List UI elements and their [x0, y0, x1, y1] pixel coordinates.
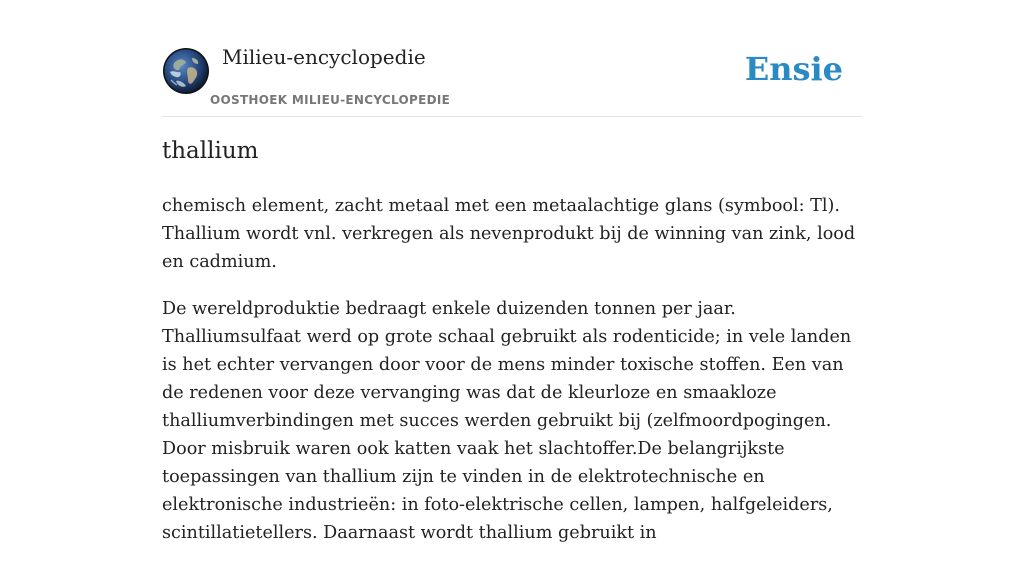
earth-globe-icon [162, 47, 210, 95]
article-body [162, 192, 862, 566]
article-paragraph: chemisch element, zacht metaal met een metaalachtige glans (symbool: Tl). Thallium wordt vnl. verkregen als nevenprodukt bij de winning van zink, lood en cadmium. [162, 196, 856, 272]
site-subtitle[interactable]: OOSTHOEK MILIEU-ENCYCLOPEDIE [210, 93, 451, 107]
site-header [162, 0, 862, 117]
ensie-brand-logo[interactable]: Ensie [744, 50, 843, 88]
article-paragraph: De wereldproduktie bedraagt enkele duizenden tonnen per jaar. Thalliumsulfaat werd op grote schaal gebruikt als rodenticide; in vele landen is het echter vervangen door voor de mens minder toxische stoffen. Een van de redenen voor deze vervanging was dat de kleurloze en smaakloze thalliumverbindingen met succes werden gebruikt bij (zelfmoordpogingen. Door misbruik waren ook katten vaak het slachtoffer.De belangrijkste toepassingen van thallium zijn te vinden in de elektrotechnische en elektronische industrieën: in foto-elektrische cellen, lampen, halfgeleiders, scintillatietellers. Daarnaast wordt thallium gebruikt in [162, 299, 852, 543]
article-title: thallium [162, 138, 259, 164]
site-title[interactable]: Milieu-encyclopedie [222, 45, 426, 69]
content-container [162, 0, 862, 543]
site-logo-link[interactable] [162, 47, 210, 95]
